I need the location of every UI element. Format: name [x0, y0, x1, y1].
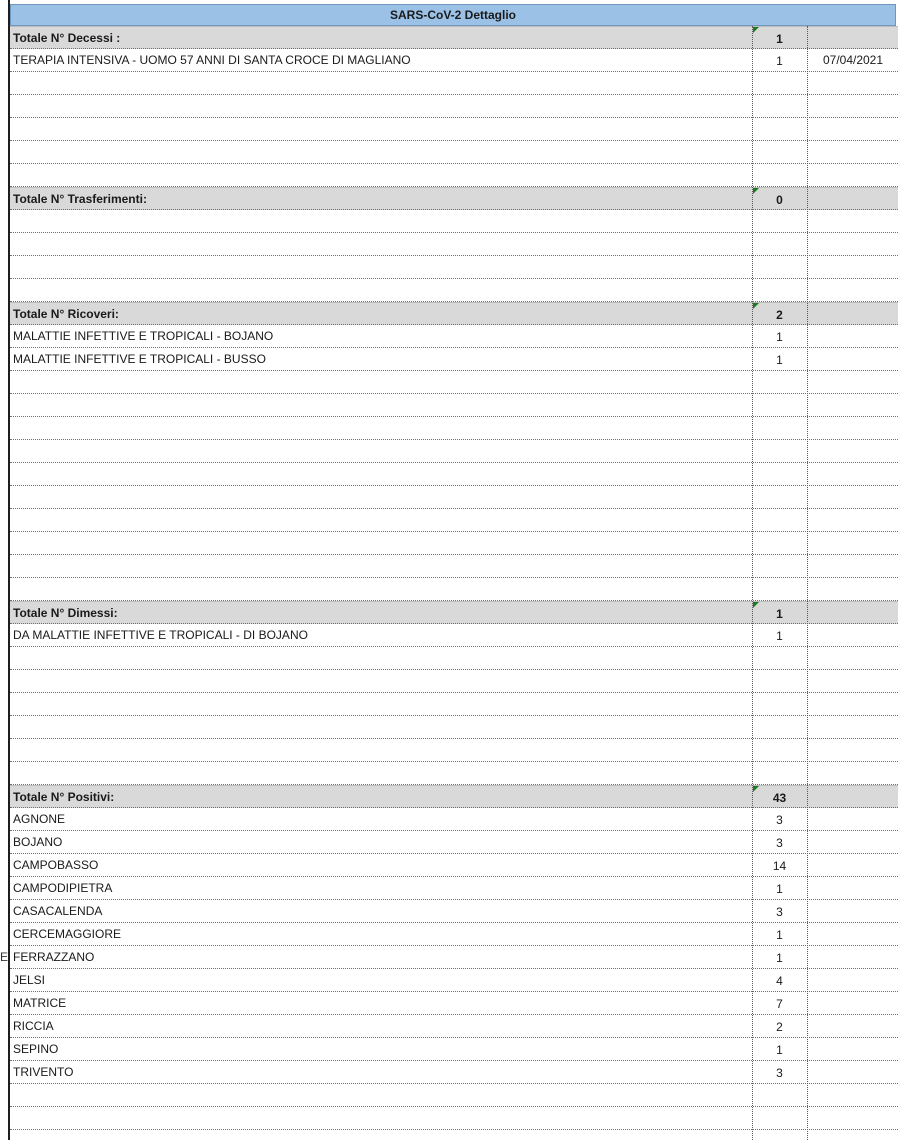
- table-row[interactable]: [10, 1061, 898, 1084]
- table-row[interactable]: [10, 808, 898, 831]
- row-label: RICCIA: [13, 1019, 54, 1033]
- row-label: MATRICE: [13, 996, 67, 1010]
- row-label: CAMPODIPIETRA: [13, 881, 113, 895]
- row-count: 1: [776, 330, 783, 344]
- cell-comment-marker: [753, 786, 759, 792]
- empty-row[interactable]: [10, 716, 898, 739]
- table-row[interactable]: [10, 348, 898, 371]
- table-row[interactable]: [10, 900, 898, 923]
- row-count: 1: [776, 882, 783, 896]
- table-row[interactable]: [10, 969, 898, 992]
- row-label: FERRAZZANO: [13, 950, 95, 964]
- section-header-row[interactable]: [10, 302, 898, 325]
- table-row[interactable]: [10, 325, 898, 348]
- row-count: 7: [776, 997, 783, 1011]
- empty-row[interactable]: [10, 417, 898, 440]
- table-row[interactable]: [10, 946, 898, 969]
- empty-row[interactable]: [10, 440, 898, 463]
- empty-row[interactable]: [10, 670, 898, 693]
- column-edge-letter: E: [0, 950, 9, 964]
- section-header-row[interactable]: [10, 187, 898, 210]
- table-row[interactable]: [10, 854, 898, 877]
- section-header-row[interactable]: [10, 26, 898, 49]
- table-row[interactable]: [10, 923, 898, 946]
- empty-row[interactable]: [10, 555, 898, 578]
- empty-row[interactable]: [10, 532, 898, 555]
- section-title: Totale N° Dimessi:: [13, 606, 118, 620]
- table-row[interactable]: [10, 1015, 898, 1038]
- row-label: CAMPOBASSO: [13, 858, 99, 872]
- empty-row[interactable]: [10, 256, 898, 279]
- row-label: DA MALATTIE INFETTIVE E TROPICALI - DI BOJANO: [13, 628, 308, 642]
- empty-row[interactable]: [10, 486, 898, 509]
- sheet-title[interactable]: SARS-CoV-2 Dettaglio: [10, 4, 896, 26]
- section-total: 1: [776, 32, 783, 46]
- row-count: 14: [772, 859, 787, 873]
- column-divider-date: [807, 26, 808, 1140]
- row-count: 3: [776, 1066, 783, 1080]
- row-count: 2: [776, 1020, 783, 1034]
- table-row[interactable]: [10, 49, 898, 72]
- cell-comment-marker: [753, 602, 759, 608]
- row-count: 1: [776, 928, 783, 942]
- empty-row[interactable]: [10, 739, 898, 762]
- empty-row[interactable]: [10, 1084, 898, 1107]
- row-label: BOJANO: [13, 835, 63, 849]
- empty-row[interactable]: [10, 509, 898, 532]
- table-row[interactable]: [10, 624, 898, 647]
- row-date: 07/04/2021: [822, 53, 884, 67]
- row-label: SEPINO: [13, 1042, 59, 1056]
- section-title: Totale N° Decessi :: [13, 31, 121, 45]
- row-label: TERAPIA INTENSIVA - UOMO 57 ANNI DI SANTA CROCE DI MAGLIANO: [13, 53, 411, 67]
- table-row[interactable]: [10, 831, 898, 854]
- section-title: Totale N° Ricoveri:: [13, 307, 119, 321]
- empty-row[interactable]: [10, 647, 898, 670]
- row-count: 1: [776, 951, 783, 965]
- section-header-row[interactable]: [10, 785, 898, 808]
- section-total: 0: [776, 193, 783, 207]
- empty-row[interactable]: [10, 233, 898, 256]
- empty-row[interactable]: [10, 141, 898, 164]
- cell-comment-marker: [753, 303, 759, 309]
- row-count: 3: [776, 836, 783, 850]
- row-label: TRIVENTO: [13, 1065, 74, 1079]
- cell-comment-marker: [753, 27, 759, 33]
- empty-row[interactable]: [10, 394, 898, 417]
- row-count: 1: [776, 353, 783, 367]
- cell-comment-marker: [753, 188, 759, 194]
- row-label: CERCEMAGGIORE: [13, 927, 122, 941]
- empty-row[interactable]: [10, 371, 898, 394]
- section-total: 2: [776, 308, 783, 322]
- section-title: Totale N° Trasferimenti:: [13, 192, 147, 206]
- section-total: 1: [776, 607, 783, 621]
- row-label: MALATTIE INFETTIVE E TROPICALI - BUSSO: [13, 352, 266, 366]
- empty-row[interactable]: [10, 693, 898, 716]
- row-label: MALATTIE INFETTIVE E TROPICALI - BOJANO: [13, 329, 274, 343]
- row-label: CASACALENDA: [13, 904, 103, 918]
- section-title: Totale N° Positivi:: [13, 790, 115, 804]
- empty-row[interactable]: [10, 578, 898, 601]
- empty-row[interactable]: [10, 72, 898, 95]
- table-row[interactable]: [10, 992, 898, 1015]
- empty-row[interactable]: [10, 118, 898, 141]
- row-count: 3: [776, 813, 783, 827]
- row-count: 1: [776, 1043, 783, 1057]
- table-row[interactable]: [10, 877, 898, 900]
- section-total: 43: [772, 791, 787, 805]
- empty-row[interactable]: [10, 164, 898, 187]
- empty-row[interactable]: [10, 95, 898, 118]
- empty-row[interactable]: [10, 279, 898, 302]
- row-count: 4: [776, 974, 783, 988]
- empty-row[interactable]: [10, 463, 898, 486]
- table-row[interactable]: [10, 1038, 898, 1061]
- row-count: 1: [776, 54, 783, 68]
- empty-row[interactable]: [10, 1107, 898, 1130]
- section-header-row[interactable]: [10, 601, 898, 624]
- empty-row[interactable]: [10, 762, 898, 785]
- row-label: AGNONE: [13, 812, 66, 826]
- empty-row[interactable]: [10, 210, 898, 233]
- row-count: 1: [776, 629, 783, 643]
- row-label: JELSI: [13, 973, 46, 987]
- row-count: 3: [776, 905, 783, 919]
